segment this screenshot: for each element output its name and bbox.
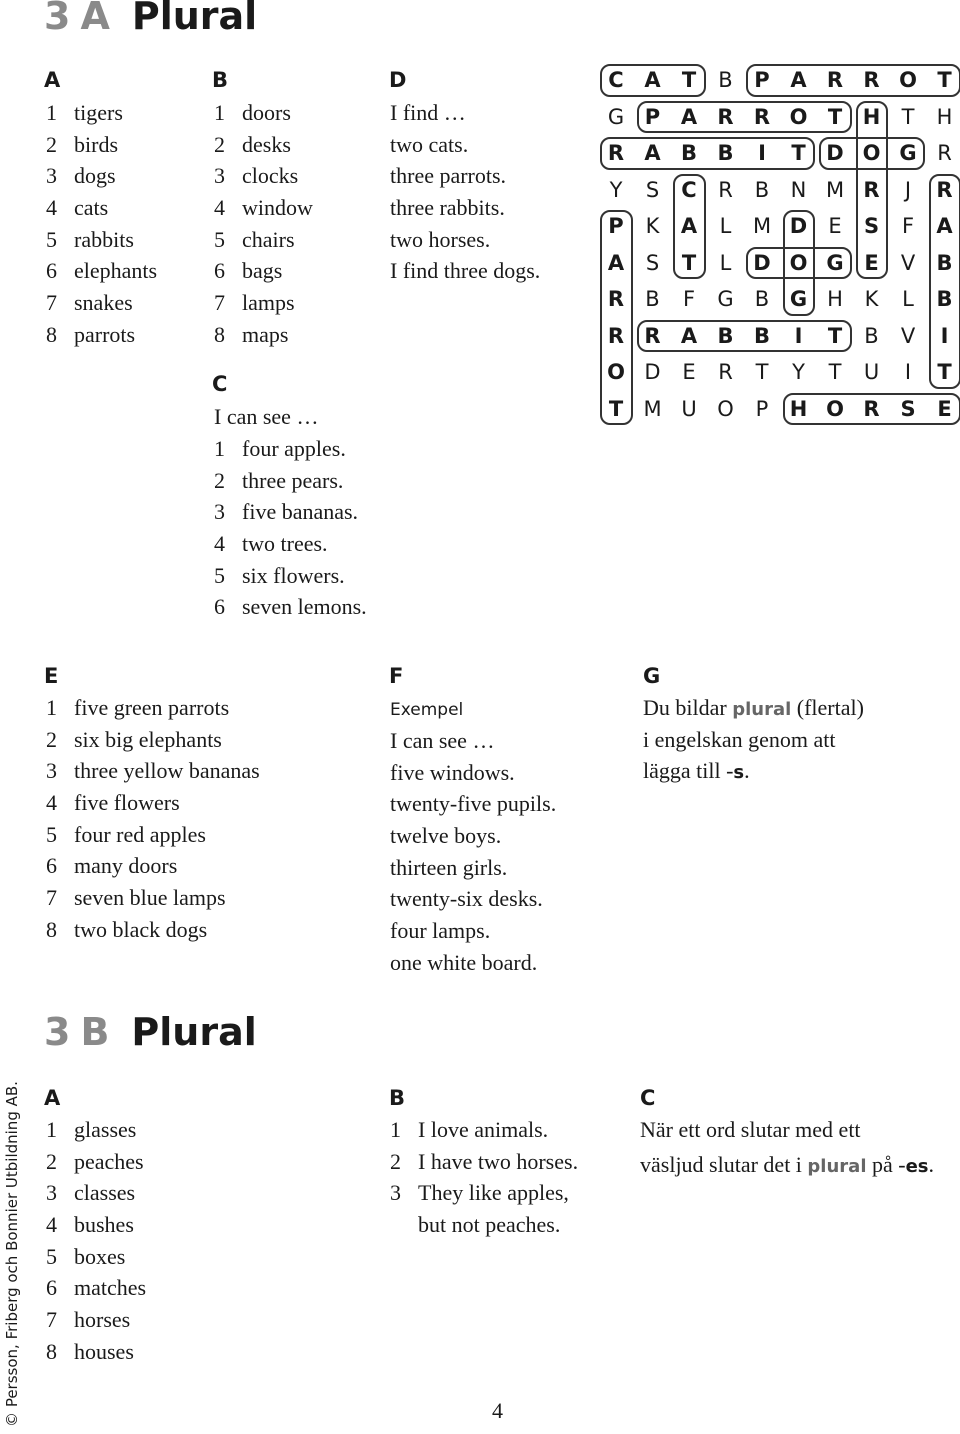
list-item bbox=[46, 1209, 146, 1241]
item-text: two trees. bbox=[242, 531, 328, 556]
item-number: 6 bbox=[46, 255, 74, 287]
grid-letter: L bbox=[890, 281, 926, 317]
grid-letter: U bbox=[854, 354, 890, 390]
text-line: I find three dogs. bbox=[390, 255, 540, 287]
item-text: four red apples bbox=[74, 822, 206, 847]
item-text: I love animals. bbox=[418, 1117, 548, 1142]
grid-letter: O bbox=[817, 391, 853, 427]
grid-letter: L bbox=[708, 208, 744, 244]
exercise-d-lines bbox=[390, 97, 540, 287]
grid-letter: B bbox=[635, 281, 671, 317]
grid-letter: H bbox=[854, 99, 890, 135]
item-number: 2 bbox=[390, 1146, 418, 1178]
item-number: 3 bbox=[390, 1177, 418, 1209]
grid-letter: I bbox=[927, 318, 960, 354]
grid-letter: B bbox=[927, 245, 960, 281]
item-text: many doors bbox=[74, 853, 177, 878]
item-text: window bbox=[242, 195, 313, 220]
grid-letter: S bbox=[890, 391, 926, 427]
exercise-c-intro: I can see … bbox=[214, 401, 318, 433]
list-item bbox=[46, 724, 260, 756]
grid-letter: R bbox=[817, 62, 853, 98]
grid-letter: O bbox=[598, 354, 634, 390]
section-letter: B bbox=[80, 1010, 109, 1054]
exercise-g-heading: G bbox=[643, 664, 660, 688]
item-number: 5 bbox=[214, 560, 242, 592]
list-item bbox=[46, 914, 260, 946]
grid-letter: F bbox=[890, 208, 926, 244]
item-number: 6 bbox=[46, 850, 74, 882]
grid-letter: R bbox=[635, 318, 671, 354]
item-number: 8 bbox=[214, 319, 242, 351]
text-line: one white board. bbox=[390, 947, 556, 979]
list-item bbox=[46, 1336, 146, 1368]
grid-letter: C bbox=[671, 172, 707, 208]
exercise-3b-c-line-1: När ett ord slutar med ett bbox=[640, 1114, 861, 1146]
list-item bbox=[46, 882, 260, 914]
text: . bbox=[929, 1152, 935, 1177]
grid-letter: O bbox=[708, 391, 744, 427]
item-text: seven lemons. bbox=[242, 594, 367, 619]
grid-letter: A bbox=[635, 135, 671, 171]
grid-letter: R bbox=[708, 354, 744, 390]
keyword-plural: plural bbox=[807, 1156, 866, 1177]
grid-letter: T bbox=[817, 354, 853, 390]
list-item bbox=[214, 319, 313, 351]
item-number: 7 bbox=[214, 287, 242, 319]
list-item bbox=[46, 692, 260, 724]
grid-letter: D bbox=[635, 354, 671, 390]
list-item bbox=[46, 287, 157, 319]
item-text: tigers bbox=[74, 100, 123, 125]
grid-letter: Y bbox=[781, 354, 817, 390]
grid-letter: B bbox=[744, 318, 780, 354]
item-number: 4 bbox=[46, 1209, 74, 1241]
grid-letter: E bbox=[671, 354, 707, 390]
text-line: three rabbits. bbox=[390, 192, 540, 224]
grid-letter: G bbox=[781, 281, 817, 317]
list-item bbox=[46, 255, 157, 287]
item-number: 7 bbox=[46, 882, 74, 914]
found-word-outline bbox=[856, 101, 889, 280]
item-number: 3 bbox=[214, 496, 242, 528]
text: (flertal) bbox=[791, 695, 864, 720]
keyword-plural: plural bbox=[732, 699, 791, 720]
item-text: five green parrots bbox=[74, 695, 229, 720]
item-text: elephants bbox=[74, 258, 157, 283]
item-text: They like apples, bbox=[418, 1180, 569, 1205]
list-item bbox=[214, 129, 313, 161]
item-text: two black dogs bbox=[74, 917, 207, 942]
grid-letter: O bbox=[781, 99, 817, 135]
item-text: three yellow bananas bbox=[74, 758, 260, 783]
exercise-f-heading: F bbox=[389, 664, 403, 688]
grid-letter: P bbox=[635, 99, 671, 135]
list-item bbox=[46, 192, 157, 224]
item-text: I have two horses. bbox=[418, 1149, 578, 1174]
list-item bbox=[46, 1304, 146, 1336]
item-text: houses bbox=[74, 1339, 134, 1364]
grid-letter: S bbox=[854, 208, 890, 244]
list-item bbox=[214, 224, 313, 256]
grid-letter: T bbox=[890, 99, 926, 135]
grid-letter: B bbox=[671, 135, 707, 171]
grid-letter: B bbox=[708, 135, 744, 171]
item-text: bushes bbox=[74, 1212, 134, 1237]
item-number: 2 bbox=[46, 129, 74, 161]
grid-letter: M bbox=[744, 208, 780, 244]
item-number: 8 bbox=[46, 319, 74, 351]
item-number: 4 bbox=[46, 787, 74, 819]
grid-letter: I bbox=[744, 135, 780, 171]
grid-letter: M bbox=[635, 391, 671, 427]
list-item bbox=[46, 787, 260, 819]
item-number: 2 bbox=[214, 129, 242, 161]
item-number: 1 bbox=[214, 97, 242, 129]
text: Du bildar bbox=[643, 695, 732, 720]
item-number: 1 bbox=[46, 1114, 74, 1146]
grid-letter: O bbox=[890, 62, 926, 98]
grid-letter: A bbox=[671, 318, 707, 354]
list-item bbox=[46, 160, 157, 192]
list-item bbox=[214, 433, 367, 465]
page-number: 4 bbox=[492, 1398, 503, 1424]
grid-letter: T bbox=[671, 245, 707, 281]
section-number: 3 bbox=[44, 0, 70, 38]
grid-letter: R bbox=[854, 172, 890, 208]
item-number: 8 bbox=[46, 1336, 74, 1368]
found-word-outline bbox=[600, 64, 706, 97]
found-word-outline bbox=[673, 174, 706, 280]
item-text: rabbits bbox=[74, 227, 134, 252]
grid-letter: A bbox=[671, 208, 707, 244]
list-item bbox=[46, 319, 157, 351]
grid-letter: A bbox=[598, 245, 634, 281]
list-item bbox=[214, 591, 367, 623]
exercise-g-line-2: i engelskan genom att bbox=[643, 724, 835, 756]
text: på - bbox=[866, 1152, 905, 1177]
grid-letter: H bbox=[817, 281, 853, 317]
exercise-a-heading: A bbox=[44, 68, 60, 92]
list-item bbox=[46, 755, 260, 787]
grid-letter: R bbox=[854, 391, 890, 427]
exercise-3b-b-list bbox=[390, 1114, 578, 1241]
grid-letter: K bbox=[635, 208, 671, 244]
item-number: 5 bbox=[46, 224, 74, 256]
section-word: Plural bbox=[131, 1010, 256, 1054]
exercise-g-line-1 bbox=[643, 692, 864, 726]
item-text: four apples. bbox=[242, 436, 346, 461]
item-text: parrots bbox=[74, 322, 135, 347]
grid-letter: U bbox=[671, 391, 707, 427]
item-number: 6 bbox=[46, 1272, 74, 1304]
found-word-outline bbox=[746, 64, 960, 97]
grid-letter: T bbox=[744, 354, 780, 390]
text-line: two horses. bbox=[390, 224, 540, 256]
list-item bbox=[214, 496, 367, 528]
grid-letter: B bbox=[708, 62, 744, 98]
item-number: 2 bbox=[46, 724, 74, 756]
grid-letter: R bbox=[744, 99, 780, 135]
text: . bbox=[744, 758, 750, 783]
item-text: cats bbox=[74, 195, 108, 220]
found-word-outline bbox=[929, 174, 960, 389]
list-item bbox=[390, 1209, 578, 1241]
grid-letter: F bbox=[671, 281, 707, 317]
item-number: 7 bbox=[46, 287, 74, 319]
item-number: 5 bbox=[46, 1241, 74, 1273]
text-line: I can see … bbox=[390, 725, 556, 757]
item-number: 1 bbox=[390, 1114, 418, 1146]
list-item bbox=[46, 1146, 146, 1178]
text-line: thirteen girls. bbox=[390, 852, 556, 884]
item-text: clocks bbox=[242, 163, 298, 188]
section-number: 3 bbox=[44, 1010, 70, 1054]
list-item bbox=[46, 97, 157, 129]
grid-letter: P bbox=[598, 208, 634, 244]
exercise-3b-c-line-2 bbox=[640, 1149, 934, 1183]
grid-letter: T bbox=[817, 99, 853, 135]
grid-letter: L bbox=[708, 245, 744, 281]
exercise-f-lines bbox=[390, 725, 556, 979]
exercise-b-list bbox=[214, 97, 313, 351]
grid-letter: T bbox=[671, 62, 707, 98]
grid-letter: G bbox=[598, 99, 634, 135]
item-text: matches bbox=[74, 1275, 146, 1300]
item-text: boxes bbox=[74, 1244, 125, 1269]
grid-letter: A bbox=[927, 208, 960, 244]
text-line: five windows. bbox=[390, 757, 556, 789]
item-number: 4 bbox=[46, 192, 74, 224]
grid-letter: T bbox=[598, 391, 634, 427]
item-text: lamps bbox=[242, 290, 295, 315]
grid-letter: J bbox=[890, 172, 926, 208]
exercise-c-list bbox=[214, 433, 367, 623]
list-item bbox=[46, 1241, 146, 1273]
grid-letter: D bbox=[744, 245, 780, 281]
exercise-3b-a-heading: A bbox=[44, 1086, 60, 1110]
exercise-c-heading: C bbox=[212, 372, 227, 396]
item-number: 3 bbox=[46, 1177, 74, 1209]
suffix-es: es bbox=[906, 1156, 929, 1177]
grid-letter: O bbox=[854, 135, 890, 171]
section-word: Plural bbox=[132, 0, 257, 38]
item-text: desks bbox=[242, 132, 291, 157]
grid-letter: E bbox=[927, 391, 960, 427]
item-text: three pears. bbox=[242, 468, 343, 493]
list-item bbox=[46, 850, 260, 882]
copyright-credit: © Persson, Friberg och Bonnier Utbildning AB. bbox=[3, 1074, 21, 1434]
item-text: peaches bbox=[74, 1149, 144, 1174]
grid-letter: D bbox=[781, 208, 817, 244]
exercise-a-list bbox=[46, 97, 157, 351]
grid-letter: E bbox=[854, 245, 890, 281]
item-number: 4 bbox=[214, 192, 242, 224]
text-line: four lamps. bbox=[390, 915, 556, 947]
found-word-outline bbox=[600, 137, 815, 170]
list-item bbox=[214, 160, 313, 192]
grid-letter: R bbox=[708, 99, 744, 135]
grid-letter: A bbox=[781, 62, 817, 98]
exercise-3b-a-list bbox=[46, 1114, 146, 1368]
grid-letter: R bbox=[854, 62, 890, 98]
exercise-e-list bbox=[46, 692, 260, 946]
exercise-f-example-label: Exempel bbox=[390, 700, 463, 720]
found-word-outline bbox=[637, 320, 852, 353]
exercise-3b-c-heading: C bbox=[640, 1086, 655, 1110]
grid-letter: G bbox=[817, 245, 853, 281]
list-item bbox=[46, 224, 157, 256]
grid-letter: I bbox=[781, 318, 817, 354]
list-item bbox=[214, 97, 313, 129]
grid-letter: V bbox=[890, 245, 926, 281]
item-text: but not peaches. bbox=[418, 1212, 560, 1237]
list-item bbox=[214, 560, 367, 592]
item-text: classes bbox=[74, 1180, 135, 1205]
exercise-g-line-3 bbox=[643, 755, 750, 789]
grid-letter: N bbox=[781, 172, 817, 208]
list-item bbox=[214, 528, 367, 560]
grid-letter: B bbox=[854, 318, 890, 354]
exercise-3b-b-heading: B bbox=[389, 1086, 405, 1110]
item-number: 1 bbox=[214, 433, 242, 465]
list-item bbox=[390, 1146, 578, 1178]
item-number: 6 bbox=[214, 255, 242, 287]
text-line: twelve boys. bbox=[390, 820, 556, 852]
item-text: dogs bbox=[74, 163, 116, 188]
found-word-outline bbox=[783, 210, 816, 316]
grid-letter: G bbox=[890, 135, 926, 171]
grid-letter: B bbox=[708, 318, 744, 354]
item-number: 6 bbox=[214, 591, 242, 623]
item-text: seven blue lamps bbox=[74, 885, 226, 910]
grid-letter: A bbox=[671, 99, 707, 135]
item-number: 3 bbox=[46, 755, 74, 787]
grid-letter: T bbox=[927, 62, 960, 98]
item-number: 7 bbox=[46, 1304, 74, 1336]
grid-letter: R bbox=[927, 135, 960, 171]
item-text: snakes bbox=[74, 290, 133, 315]
list-item bbox=[46, 1114, 146, 1146]
grid-letter: K bbox=[854, 281, 890, 317]
grid-letter: Y bbox=[598, 172, 634, 208]
item-text: six big elephants bbox=[74, 727, 222, 752]
grid-letter: B bbox=[744, 172, 780, 208]
item-text: birds bbox=[74, 132, 118, 157]
grid-letter: S bbox=[635, 245, 671, 281]
item-number: 5 bbox=[214, 224, 242, 256]
text-line: three parrots. bbox=[390, 160, 540, 192]
grid-letter: E bbox=[817, 208, 853, 244]
item-text: chairs bbox=[242, 227, 295, 252]
text: väsljud slutar det i bbox=[640, 1152, 807, 1177]
grid-letter: H bbox=[927, 99, 960, 135]
list-item bbox=[214, 192, 313, 224]
item-number: 4 bbox=[214, 528, 242, 560]
grid-letter: T bbox=[781, 135, 817, 171]
grid-letter: D bbox=[817, 135, 853, 171]
list-item bbox=[46, 129, 157, 161]
list-item bbox=[46, 1177, 146, 1209]
grid-letter: I bbox=[890, 354, 926, 390]
item-number: 3 bbox=[214, 160, 242, 192]
item-number: 1 bbox=[46, 692, 74, 724]
exercise-b-heading: B bbox=[212, 68, 228, 92]
list-item bbox=[214, 287, 313, 319]
grid-letter: V bbox=[890, 318, 926, 354]
list-item bbox=[214, 255, 313, 287]
grid-letter: B bbox=[927, 281, 960, 317]
grid-letter: B bbox=[744, 281, 780, 317]
grid-letter: R bbox=[598, 318, 634, 354]
item-text: six flowers. bbox=[242, 563, 345, 588]
item-number: 1 bbox=[46, 97, 74, 129]
text-line: two cats. bbox=[390, 129, 540, 161]
item-text: five flowers bbox=[74, 790, 180, 815]
item-text: horses bbox=[74, 1307, 130, 1332]
list-item bbox=[214, 465, 367, 497]
grid-letter: G bbox=[708, 281, 744, 317]
grid-letter: R bbox=[598, 281, 634, 317]
exercise-e-heading: E bbox=[44, 664, 58, 688]
text-line: I find … bbox=[390, 97, 540, 129]
item-text: maps bbox=[242, 322, 288, 347]
item-number: 2 bbox=[46, 1146, 74, 1178]
exercise-d-heading: D bbox=[389, 68, 406, 92]
found-word-outline bbox=[600, 210, 633, 425]
suffix-s: s bbox=[733, 762, 744, 783]
found-word-outline bbox=[637, 101, 852, 134]
text: lägga till - bbox=[643, 758, 733, 783]
list-item bbox=[46, 1272, 146, 1304]
grid-letter: A bbox=[635, 62, 671, 98]
grid-letter: M bbox=[817, 172, 853, 208]
grid-letter: P bbox=[744, 391, 780, 427]
list-item bbox=[390, 1114, 578, 1146]
grid-letter: R bbox=[927, 172, 960, 208]
grid-letter: R bbox=[598, 135, 634, 171]
section-letter: A bbox=[80, 0, 109, 38]
grid-letter: T bbox=[927, 354, 960, 390]
item-text: glasses bbox=[74, 1117, 136, 1142]
section-title-3b bbox=[44, 1010, 257, 1060]
list-item bbox=[390, 1177, 578, 1209]
found-word-outline bbox=[783, 393, 960, 426]
text-line: twenty-five pupils. bbox=[390, 788, 556, 820]
grid-letter: H bbox=[781, 391, 817, 427]
text-line: twenty-six desks. bbox=[390, 883, 556, 915]
item-text: five bananas. bbox=[242, 499, 358, 524]
grid-letter: C bbox=[598, 62, 634, 98]
grid-letter: O bbox=[781, 245, 817, 281]
item-text: doors bbox=[242, 100, 291, 125]
grid-letter: R bbox=[708, 172, 744, 208]
item-text: bags bbox=[242, 258, 282, 283]
item-number: 5 bbox=[46, 819, 74, 851]
grid-letter: S bbox=[635, 172, 671, 208]
item-number: 8 bbox=[46, 914, 74, 946]
section-title-3a bbox=[44, 0, 257, 44]
list-item bbox=[46, 819, 260, 851]
grid-letter: P bbox=[744, 62, 780, 98]
grid-letter: T bbox=[817, 318, 853, 354]
item-number: 3 bbox=[46, 160, 74, 192]
item-number: 2 bbox=[214, 465, 242, 497]
